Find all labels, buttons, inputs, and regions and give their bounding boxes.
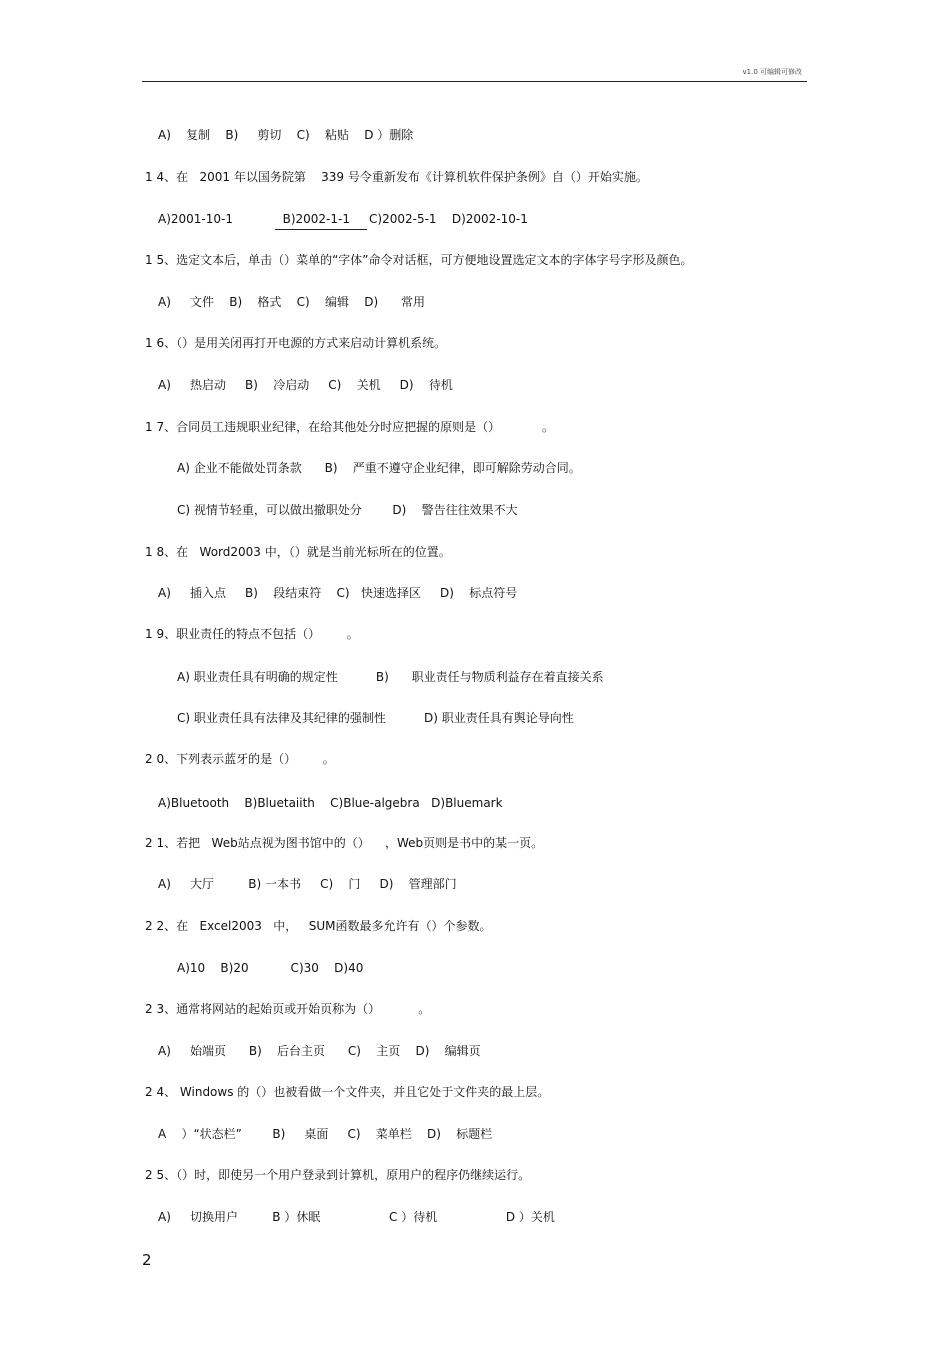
options-text: A)10 B)20 C)30 D)40 [177, 961, 364, 975]
question-text: 2 3、通常将网站的起始页或开始页称为（） 。 [145, 1002, 431, 1016]
options-text: A)Bluetooth B)Bluetaiith C)Blue-algebra D)Bluemark [158, 796, 503, 810]
options-text: A) 始端页 B) 后台主页 C) 主页 D) 编辑页 [158, 1044, 481, 1058]
question-text: 1 5、选定文本后，单击（）菜单的“字体”命令对话框，可方便地设置选定文本的字体字号字形及颜色。 [145, 253, 693, 267]
options-text: A) 热启动 B) 冷启动 C) 关机 D) 待机 [158, 378, 453, 392]
question-text: 1 6、（）是用关闭再打开电源的方式来启动计算机系统。 [145, 336, 447, 350]
options-text: A) 企业不能做处罚条款 B) 严重不遵守企业纪律，即可解除劳动合同。 [177, 461, 581, 475]
question-text: 1 9、职业责任的特点不包括（） 。 [145, 627, 359, 641]
question-text: 2 0、下列表示蓝牙的是（） 。 [145, 752, 335, 766]
question-text: 1 7、合同员工违规职业纪律，在给其他处分时应把握的原则是（） 。 [145, 420, 555, 434]
question-text: 1 8、在 Word2003 中，（）就是当前光标所在的位置。 [145, 545, 451, 559]
options-text: A) 切换用户 B ）休眠 C ）待机 D ）关机 [158, 1210, 555, 1224]
options-text: C) 职业责任具有法律及其纪律的强制性 D) 职业责任具有舆论导向性 [177, 711, 574, 725]
question-text: 2 4、 Windows 的（）也被看做一个文件夹，并且它处于文件夹的最上层。 [145, 1085, 550, 1099]
question-text: 2 5、（）时，即使另一个用户登录到计算机，原用户的程序仍继续运行。 [145, 1168, 531, 1182]
options-text: A ）“状态栏” B) 桌面 C) 菜单栏 D) 标题栏 [158, 1127, 493, 1141]
options-text: A)2001-10-1 B)2002-1-1 C)2002-5-1 D)2002-10-1 [158, 212, 528, 226]
answer-underline [275, 229, 367, 230]
options-text: A) 大厅 B) 一本书 C) 门 D) 管理部门 [158, 877, 457, 891]
question-text: 2 2、在 Excel2003 中， SUM函数最多允许有（）个参数。 [145, 919, 492, 933]
options-text: A) 插入点 B) 段结束符 C) 快速选择区 D) 标点符号 [158, 586, 518, 600]
options-text: A) 文件 B) 格式 C) 编辑 D) 常用 [158, 295, 426, 309]
options-text: C) 视情节轻重，可以做出撤职处分 D) 警告往往效果不大 [177, 503, 518, 517]
page-number: 2 [142, 1251, 152, 1269]
page-header-version: v1.0 可编辑可修改 [742, 68, 802, 76]
options-text: A) 职业责任具有明确的规定性 B) 职业责任与物质利益存在着直接关系 [177, 670, 604, 684]
header-rule [142, 81, 807, 82]
question-text: 1 4、在 2001 年以国务院第 339 号令重新发布《计算机软件保护条例》自（）开始实施。 [145, 170, 648, 184]
options-text: A) 复制 B) 剪切 C) 粘贴 D ）删除 [158, 128, 414, 142]
question-text: 2 1、若把 Web站点视为图书馆中的（） ，Web页则是书中的某一页。 [145, 836, 544, 850]
